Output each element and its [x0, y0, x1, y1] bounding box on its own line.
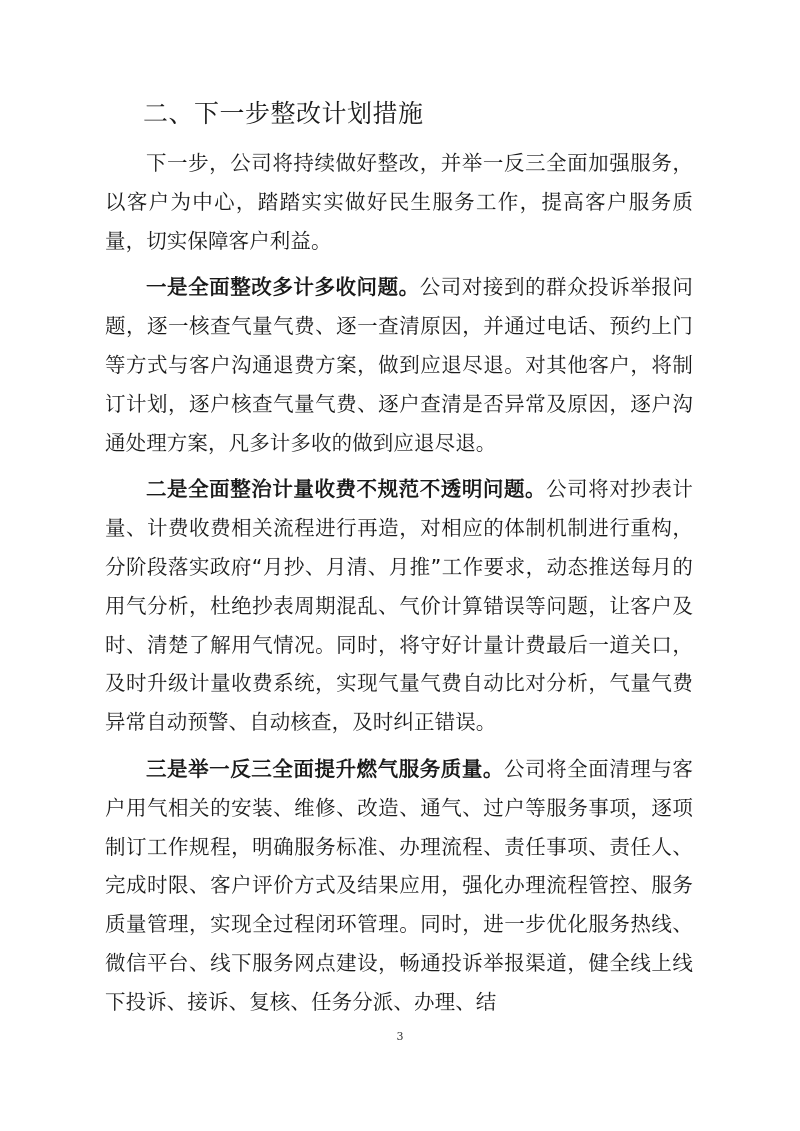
intro-paragraph: 下一步，公司将持续做好整改，并举一反三全面加强服务，以客户为中心，踏踏实实做好民生服务工作，提高客户服务质量，切实保障客户利益。 — [105, 151, 693, 253]
measure-3-lead: 三是举一反三全面提升燃气服务质量。 — [146, 756, 504, 781]
measure-paragraph-3 — [105, 750, 693, 1022]
measure-1-text: 公司对接到的群众投诉举报问题，逐一核查气量气费、逐一查清原因，并通过电话、预约上门等方式与客户沟通退费方案，做到应退尽退。对其他客户，将制订计划，逐户核查气量气费、逐户查清是否异常及原因，逐户沟通处理方案，凡多计多收的做到应退尽退。 — [105, 275, 693, 455]
measure-2-lead: 二是全面整治计量收费不规范不透明问题。 — [146, 477, 547, 502]
section-heading: 二、下一步整改计划措施 — [143, 99, 424, 128]
page-number: 3 — [396, 1030, 404, 1043]
measure-2-text: 公司将对抄表计量、计费收费相关流程进行再造，对相应的体制机制进行重构，分阶段落实政府“月抄、月清、月推”工作要求，动态推送每月的用气分析，杜绝抄表周期混乱、气价计算错误等问题，让客户及时、清楚了解用气情况。同时，将守好计量计费最后一道关口，及时升级计量收费系统，实现气量气费自动比对分析，气量气费异常自动预警、自动核查，及时纠正错误。 — [105, 477, 693, 735]
measure-paragraph-1 — [105, 268, 693, 462]
measure-1-lead: 一是全面整改多计多收问题。 — [146, 275, 420, 300]
measure-paragraph-2 — [105, 470, 693, 742]
measure-3-text: 公司将全面清理与客户用气相关的安装、维修、改造、通气、过户等服务事项，逐项制订工作规程，明确服务标准、办理流程、责任事项、责任人、完成时限、客户评价方式及结果应用，强化办理流程管控、服务质量管理，实现全过程闭环管理。同时，进一步优化服务热线、微信平台、线下服务网点建设，畅通投诉举报渠道，健全线上线下投诉、接诉、复核、任务分派、办理、结 — [105, 756, 693, 1014]
body-text — [105, 144, 693, 1030]
